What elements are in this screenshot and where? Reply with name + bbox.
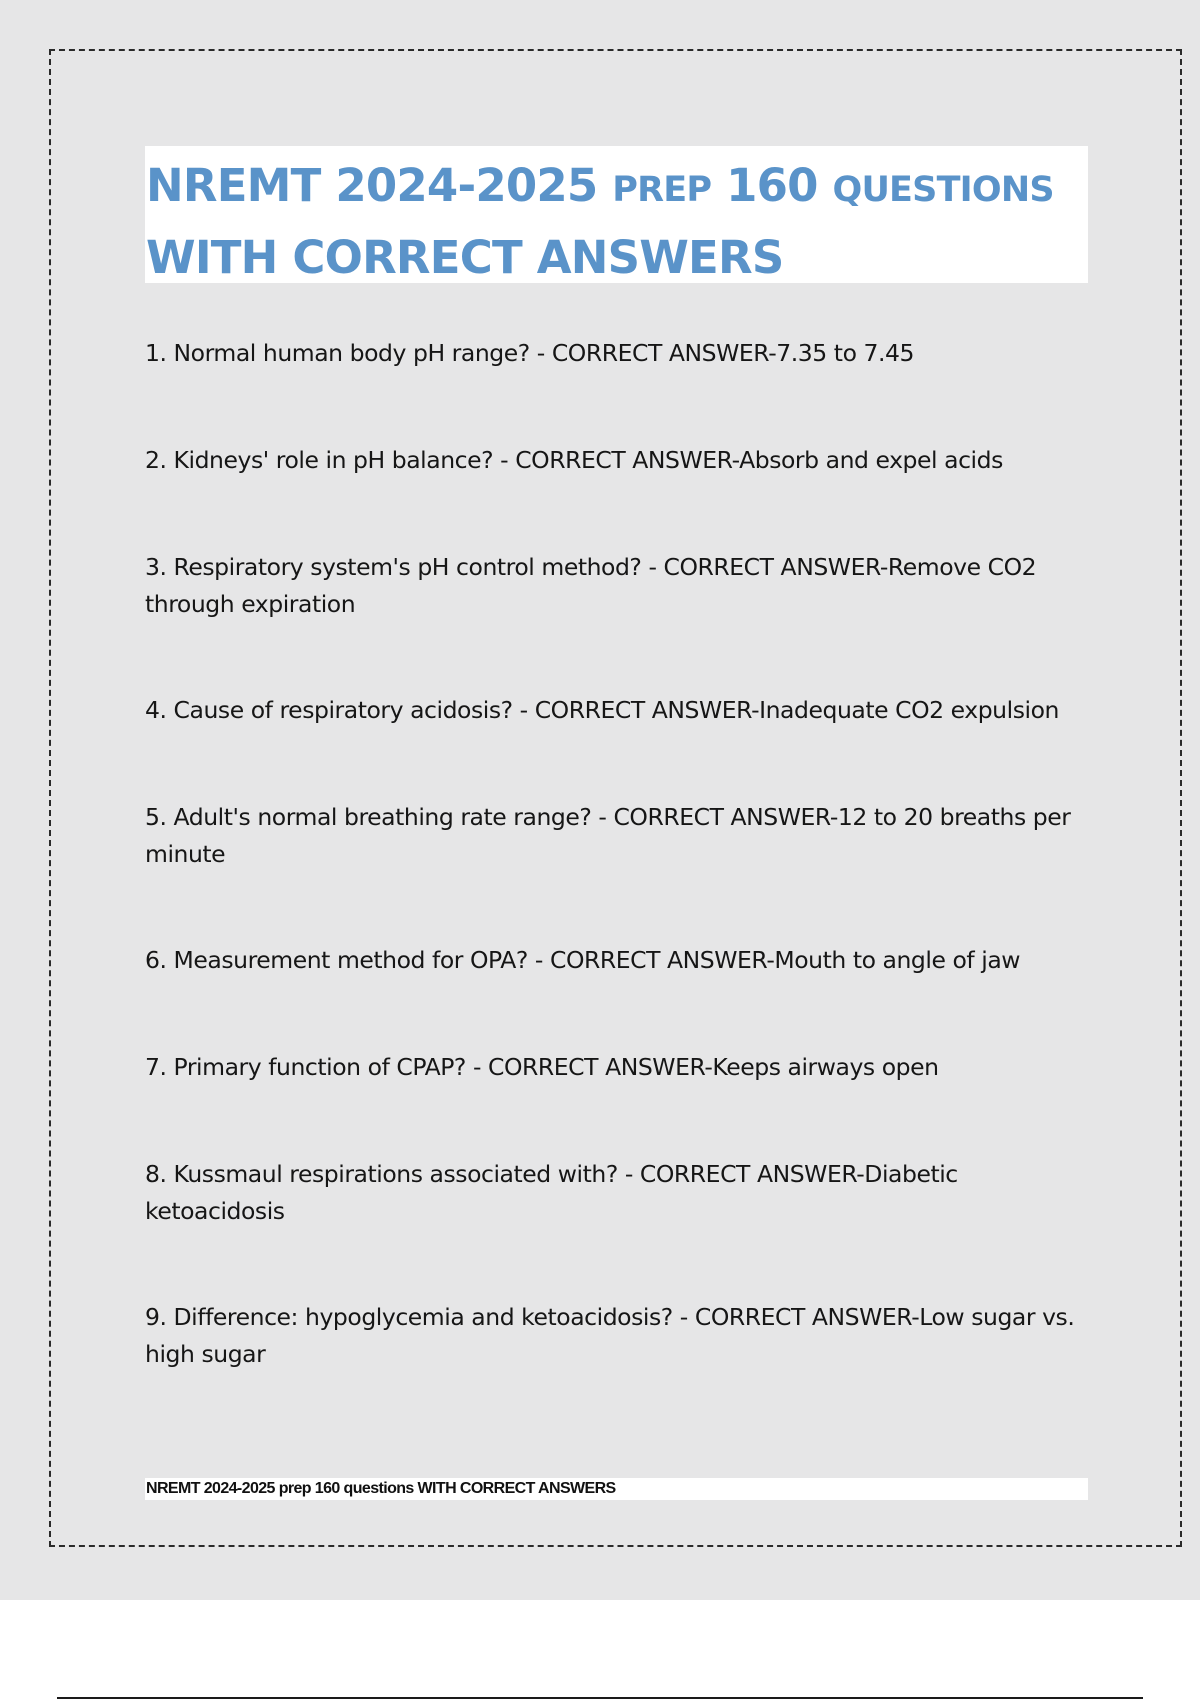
document-title [146,152,1088,292]
question-item-4: 4. Cause of respiratory acidosis? - CORRECT ANSWER-Inadequate CO2 expulsion [145,696,1059,724]
title-part-questions: QUESTIONS [832,170,1054,210]
title-part-count: 160 [711,159,833,212]
title-box [145,146,1088,283]
question-item-7: 7. Primary function of CPAP? - CORRECT ANSWER-Keeps airways open [145,1053,939,1081]
page-footer [145,1478,1088,1500]
title-part-main: NREMT 2024-2025 [146,159,613,212]
question-item-5: 5. Adult's normal breathing rate range? - CORRECT ANSWER-12 to 20 breaths per minute [145,803,1071,868]
question-item-3: 3. Respiratory system's pH control method? - CORRECT ANSWER-Remove CO2 through expiration [145,553,1037,618]
title-part-answers: WITH CORRECT ANSWERS [146,231,784,284]
title-part-prep: PREP [612,170,712,210]
footer-text: NREMT 2024-2025 prep 160 questions WITH CORRECT ANSWERS [146,1480,616,1497]
question-item-2: 2. Kidneys' role in pH balance? - CORRECT ANSWER-Absorb and expel acids [145,446,1003,474]
question-item-6: 6. Measurement method for OPA? - CORRECT ANSWER-Mouth to angle of jaw [145,946,1021,974]
question-item-1: 1. Normal human body pH range? - CORRECT ANSWER-7.35 to 7.45 [145,339,915,367]
page-divider-line [57,1697,1143,1699]
question-item-9: 9. Difference: hypoglycemia and ketoacidosis? - CORRECT ANSWER-Low sugar vs. high sugar [145,1303,1075,1368]
question-item-8: 8. Kussmaul respirations associated with? - CORRECT ANSWER-Diabetic ketoacidosis [145,1160,958,1225]
